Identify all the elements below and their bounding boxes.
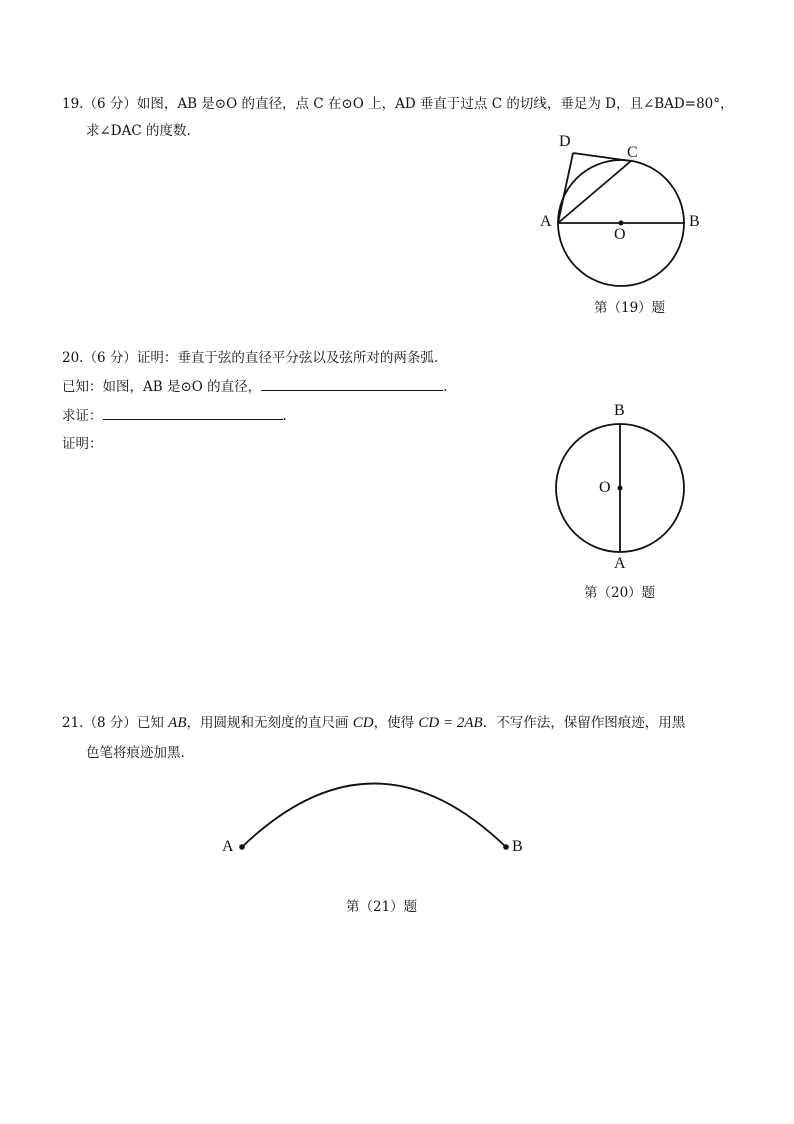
q20-known — [62, 375, 447, 395]
q20-prove-prefix: 求证： — [62, 408, 103, 424]
label-b-20: B — [614, 402, 625, 419]
label-d-19: D — [559, 133, 571, 150]
q20-proof: 证明： — [62, 436, 103, 452]
q21-p1: 21.（8 分）已知 — [62, 715, 169, 731]
q20-prove — [62, 404, 287, 424]
center-dot-20 — [618, 486, 623, 491]
q21-p2: ，用圆规和无刻度的直尺画 — [186, 715, 353, 731]
figure-19 — [558, 153, 684, 286]
figure-21 — [239, 784, 509, 850]
center-dot-19 — [619, 221, 624, 226]
q21-ab: AB — [168, 715, 187, 731]
q21-p4: ．不写作法，保留作图痕迹，用黑 — [482, 715, 686, 731]
caption-20: 第（20）题 — [584, 585, 656, 601]
q21-line2: 色笔将痕迹加黑. — [86, 745, 185, 761]
label-o-19: O — [614, 226, 626, 243]
label-b-21: B — [512, 838, 523, 855]
prove-blank[interactable] — [103, 406, 283, 420]
caption-19: 第（19）题 — [594, 300, 666, 316]
segment-dc — [573, 153, 631, 161]
label-b-19: B — [689, 213, 700, 230]
q19-line2: 求∠DAC 的度数. — [86, 123, 191, 139]
known-blank[interactable] — [261, 377, 443, 391]
label-a-19: A — [540, 213, 552, 230]
q20-line1: 20.（6 分）证明：垂直于弦的直径平分弦以及弦所对的两条弧. — [62, 350, 439, 366]
point-a-21 — [239, 844, 245, 850]
q21-eq: CD = 2AB — [418, 715, 483, 731]
q20-prove-suffix: . — [282, 408, 287, 424]
q20-known-prefix: 已知：如图，AB 是⊙O 的直径， — [62, 379, 262, 395]
q19-line1: 19.（6 分）如图，AB 是⊙O 的直径，点 C 在⊙O 上，AD 垂直于过点 C 的切线，垂足为 D，且∠BAD=80°， — [62, 96, 734, 112]
q21-cd: CD — [352, 715, 374, 731]
caption-21: 第（21）题 — [346, 899, 418, 915]
figure-20 — [556, 424, 684, 552]
arc-ab — [242, 784, 506, 848]
q21-p3: ，使得 — [373, 715, 419, 731]
q20-known-suffix: . — [443, 379, 448, 395]
q21-line1 — [62, 711, 685, 732]
label-o-20: O — [599, 479, 611, 496]
label-a-20: A — [614, 555, 626, 572]
point-b-21 — [503, 844, 509, 850]
label-c-19: C — [627, 144, 638, 161]
label-a-21: A — [222, 838, 234, 855]
